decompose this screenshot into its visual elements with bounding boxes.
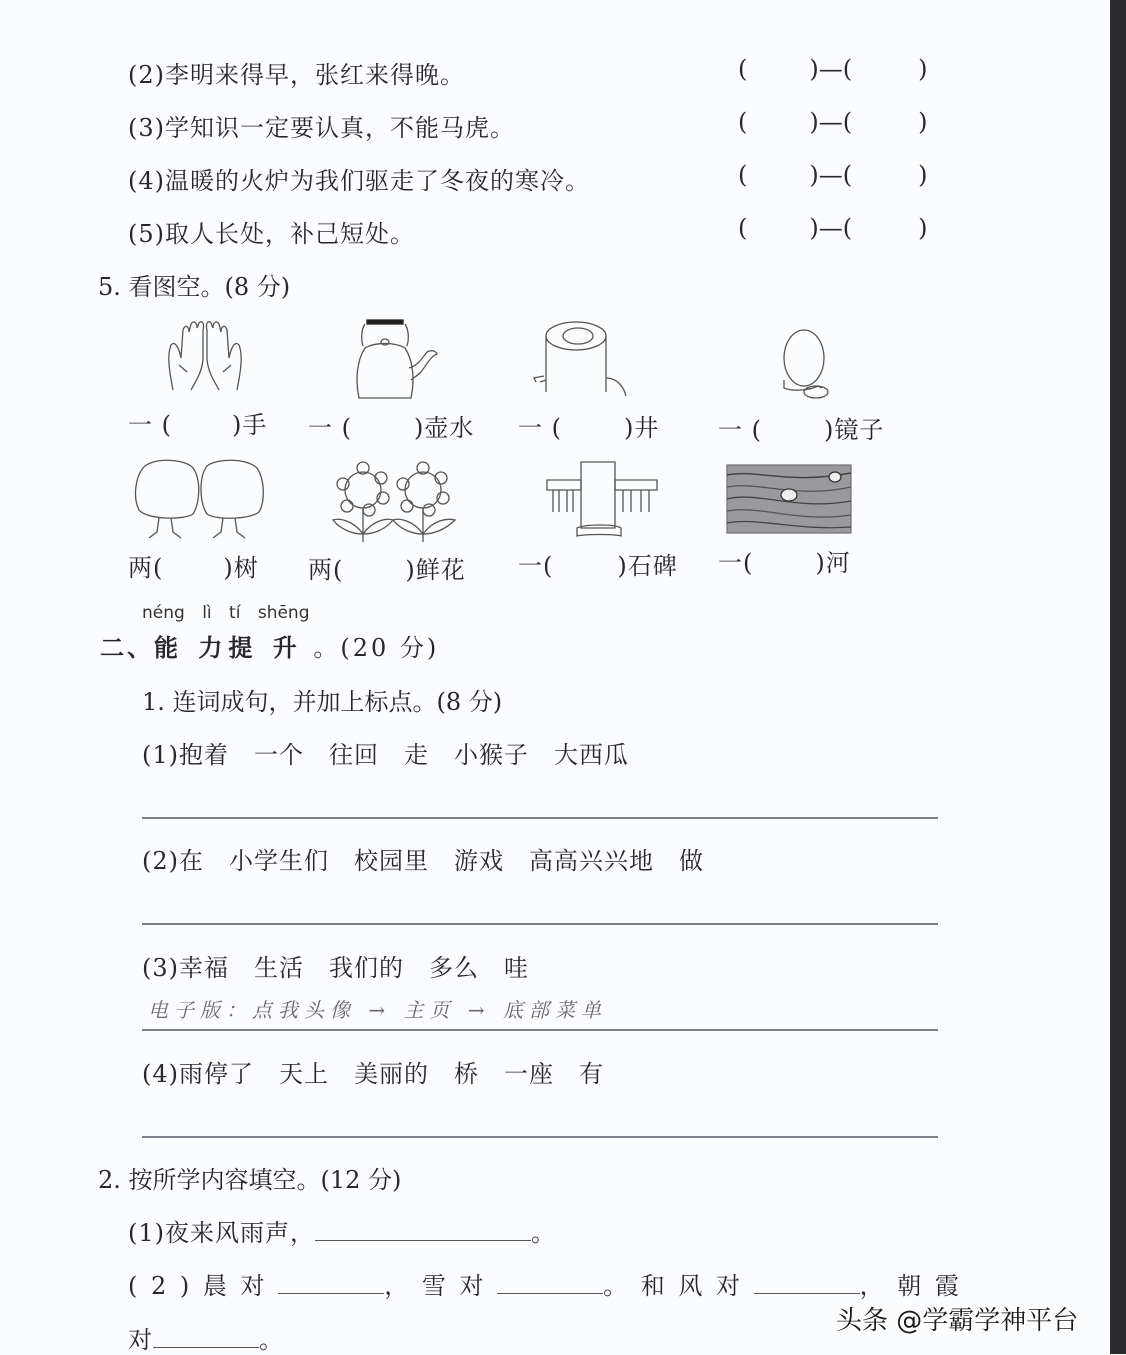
mirror-icon bbox=[780, 330, 830, 400]
q1-item-4: (4)雨停了 天上 美丽的 桥 一座 有 bbox=[142, 1060, 604, 1088]
q1-item-1: (1)抱着 一个 往回 走 小猴子 大西瓜 bbox=[142, 741, 629, 769]
q2-title: 2. 按所学内容填空。(12 分) bbox=[98, 1166, 402, 1194]
section2-title: 二、能 力提 升 。(20 分) bbox=[100, 634, 440, 662]
q4-item-2: (2)李明来得早，张红来得晚。 bbox=[128, 61, 465, 89]
q1-item-3: (3)幸福 生活 我们的 多么 哇 bbox=[142, 954, 529, 982]
viewer-edge-strip bbox=[1110, 0, 1126, 1354]
blank-field[interactable] bbox=[278, 1271, 384, 1294]
answer-line-1[interactable] bbox=[142, 817, 938, 819]
handwritten-note: 电子版：点我头像 → 主页 → 底部菜单 bbox=[148, 998, 607, 1022]
antonym-answer-blank[interactable]: ( )—( ) bbox=[738, 214, 928, 242]
watermark: 头条 @学霸学神平台 bbox=[836, 1306, 1079, 1336]
q2-item-2-cont: 对 。 bbox=[128, 1326, 284, 1354]
q5-blank-mirror[interactable]: 一 ( )镜子 bbox=[718, 416, 885, 444]
two-flowers-icon bbox=[333, 462, 458, 542]
q1-item-2: (2)在 小学生们 校园里 游戏 高高兴兴地 做 bbox=[142, 847, 704, 875]
two-trees-icon bbox=[135, 458, 267, 540]
stone-tablet-icon bbox=[545, 462, 660, 537]
hands-icon bbox=[165, 320, 245, 395]
antonym-answer-blank[interactable]: ( )—( ) bbox=[738, 108, 928, 136]
q5-title: 5. 看图空。(8 分) bbox=[98, 273, 291, 301]
kettle-icon bbox=[355, 320, 440, 400]
q2-item-1: (1)夜来风雨声， 。 bbox=[128, 1219, 556, 1247]
blank-field[interactable] bbox=[315, 1218, 531, 1241]
section2-pinyin: néng lì tí shēng bbox=[142, 603, 310, 623]
q5-blank-river[interactable]: 一( )河 bbox=[718, 549, 851, 577]
answer-line-3[interactable] bbox=[142, 1029, 938, 1031]
q4-item-5: (5)取人长处，补己短处。 bbox=[128, 220, 415, 248]
antonym-answer-blank[interactable]: ( )—( ) bbox=[738, 161, 928, 189]
q2-item-2: ( 2 ) 晨 对 ， 雪 对 。 和 风 对 ， 朝 霞 bbox=[128, 1272, 962, 1300]
q5-blank-tablet[interactable]: 一( )石碑 bbox=[518, 552, 678, 580]
q4-item-3: (3)学知识一定要认真，不能马虎。 bbox=[128, 114, 515, 142]
q5-blank-hands[interactable]: 一 ( )手 bbox=[128, 411, 268, 439]
q5-blank-well[interactable]: 一 ( )井 bbox=[518, 414, 660, 442]
blank-field[interactable] bbox=[754, 1271, 860, 1294]
answer-line-4[interactable] bbox=[142, 1136, 938, 1138]
q4-item-4: (4)温暖的火炉为我们驱走了冬夜的寒冷。 bbox=[128, 167, 590, 195]
river-icon bbox=[727, 465, 851, 533]
antonym-answer-blank[interactable]: ( )—( ) bbox=[738, 55, 928, 83]
well-icon bbox=[540, 322, 645, 397]
q5-blank-kettle[interactable]: 一 ( )壶水 bbox=[308, 414, 475, 442]
answer-line-2[interactable] bbox=[142, 923, 938, 925]
blank-field[interactable] bbox=[497, 1271, 603, 1294]
blank-field[interactable] bbox=[153, 1325, 259, 1348]
q1-title: 1. 连词成句，并加上标点。(8 分) bbox=[142, 688, 503, 716]
q5-blank-flowers[interactable]: 两( )鲜花 bbox=[308, 556, 466, 584]
q5-blank-trees[interactable]: 两( )树 bbox=[128, 554, 259, 582]
